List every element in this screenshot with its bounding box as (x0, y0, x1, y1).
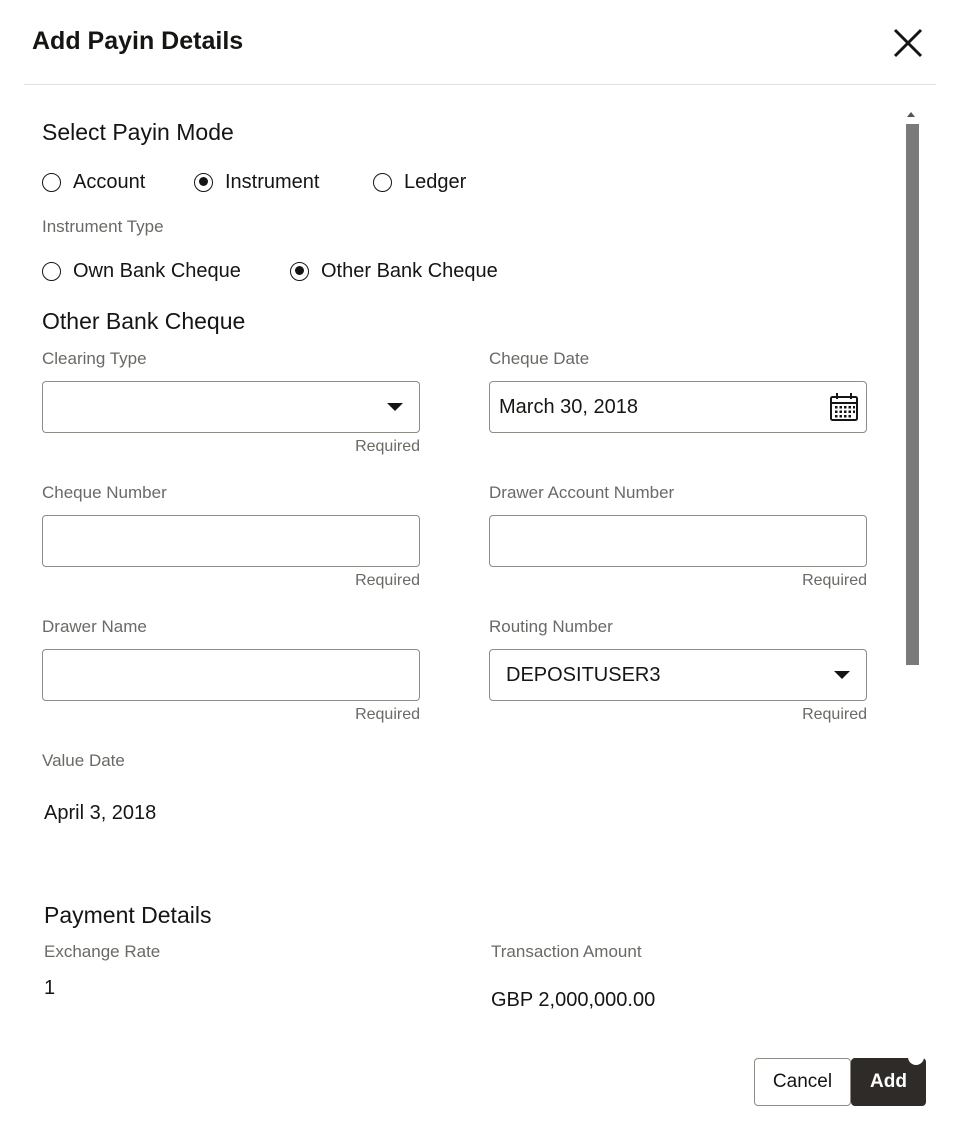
radio-instrument-label: Instrument (225, 170, 320, 193)
add-button[interactable]: Add (851, 1058, 926, 1106)
drawer-account-number-label: Drawer Account Number (489, 483, 675, 502)
transaction-amount-label: Transaction Amount (491, 942, 642, 961)
drawer-account-number-input[interactable] (489, 515, 867, 567)
drawer-account-number-hint: Required (802, 572, 867, 589)
cancel-button[interactable]: Cancel (754, 1058, 851, 1106)
radio-own-bank-cheque-circle (42, 262, 61, 281)
radio-other-bank-cheque[interactable] (290, 259, 498, 283)
cheque-number-hint: Required (355, 572, 420, 589)
radio-other-bank-cheque-circle (290, 262, 309, 281)
cheque-date-input[interactable] (489, 381, 867, 433)
scrollbar-thumb[interactable] (906, 124, 919, 665)
routing-number-value: DEPOSITUSER3 (506, 664, 661, 686)
radio-account[interactable] (42, 170, 145, 194)
header-divider (24, 84, 936, 85)
transaction-amount-value: GBP 2,000,000.00 (491, 989, 656, 1011)
radio-own-bank-cheque[interactable] (42, 259, 241, 283)
radio-ledger[interactable] (373, 170, 466, 194)
other-bank-cheque-heading: Other Bank Cheque (42, 308, 246, 334)
chevron-down-icon[interactable] (387, 403, 403, 411)
clearing-type-hint: Required (355, 438, 420, 455)
routing-number-select[interactable] (489, 649, 867, 701)
radio-ledger-circle (373, 173, 392, 192)
value-date-label: Value Date (42, 751, 125, 770)
radio-own-bank-cheque-label: Own Bank Cheque (73, 259, 241, 282)
payment-details-heading: Payment Details (44, 902, 212, 928)
drawer-name-label: Drawer Name (42, 617, 147, 636)
cheque-number-label: Cheque Number (42, 483, 167, 502)
clearing-type-select[interactable] (42, 381, 420, 433)
cheque-number-input[interactable] (42, 515, 420, 567)
cheque-date-label: Cheque Date (489, 349, 590, 368)
chevron-down-icon[interactable] (834, 671, 850, 679)
routing-number-label: Routing Number (489, 617, 613, 636)
drawer-name-input[interactable] (42, 649, 420, 701)
exchange-rate-value: 1 (44, 977, 56, 999)
cheque-date-value: March 30, 2018 (499, 396, 638, 418)
dialog-title: Add Payin Details (32, 27, 244, 55)
exchange-rate-label: Exchange Rate (44, 942, 161, 961)
radio-ledger-label: Ledger (404, 170, 467, 193)
drawer-name-hint: Required (355, 706, 420, 723)
radio-other-bank-cheque-label: Other Bank Cheque (321, 259, 498, 282)
scroll-up-arrow[interactable] (907, 112, 915, 117)
close-button[interactable] (890, 25, 926, 61)
calendar-icon[interactable] (829, 392, 859, 422)
radio-account-label: Account (73, 170, 146, 193)
radio-instrument[interactable] (194, 170, 319, 194)
payin-mode-heading: Select Payin Mode (42, 119, 234, 145)
routing-number-hint: Required (802, 706, 867, 723)
radio-account-circle (42, 173, 61, 192)
radio-instrument-circle (194, 173, 213, 192)
focus-indicator (908, 1049, 924, 1065)
close-icon (890, 25, 926, 61)
value-date-value: April 3, 2018 (44, 802, 157, 824)
clearing-type-label: Clearing Type (42, 349, 147, 368)
instrument-type-label: Instrument Type (42, 217, 164, 236)
